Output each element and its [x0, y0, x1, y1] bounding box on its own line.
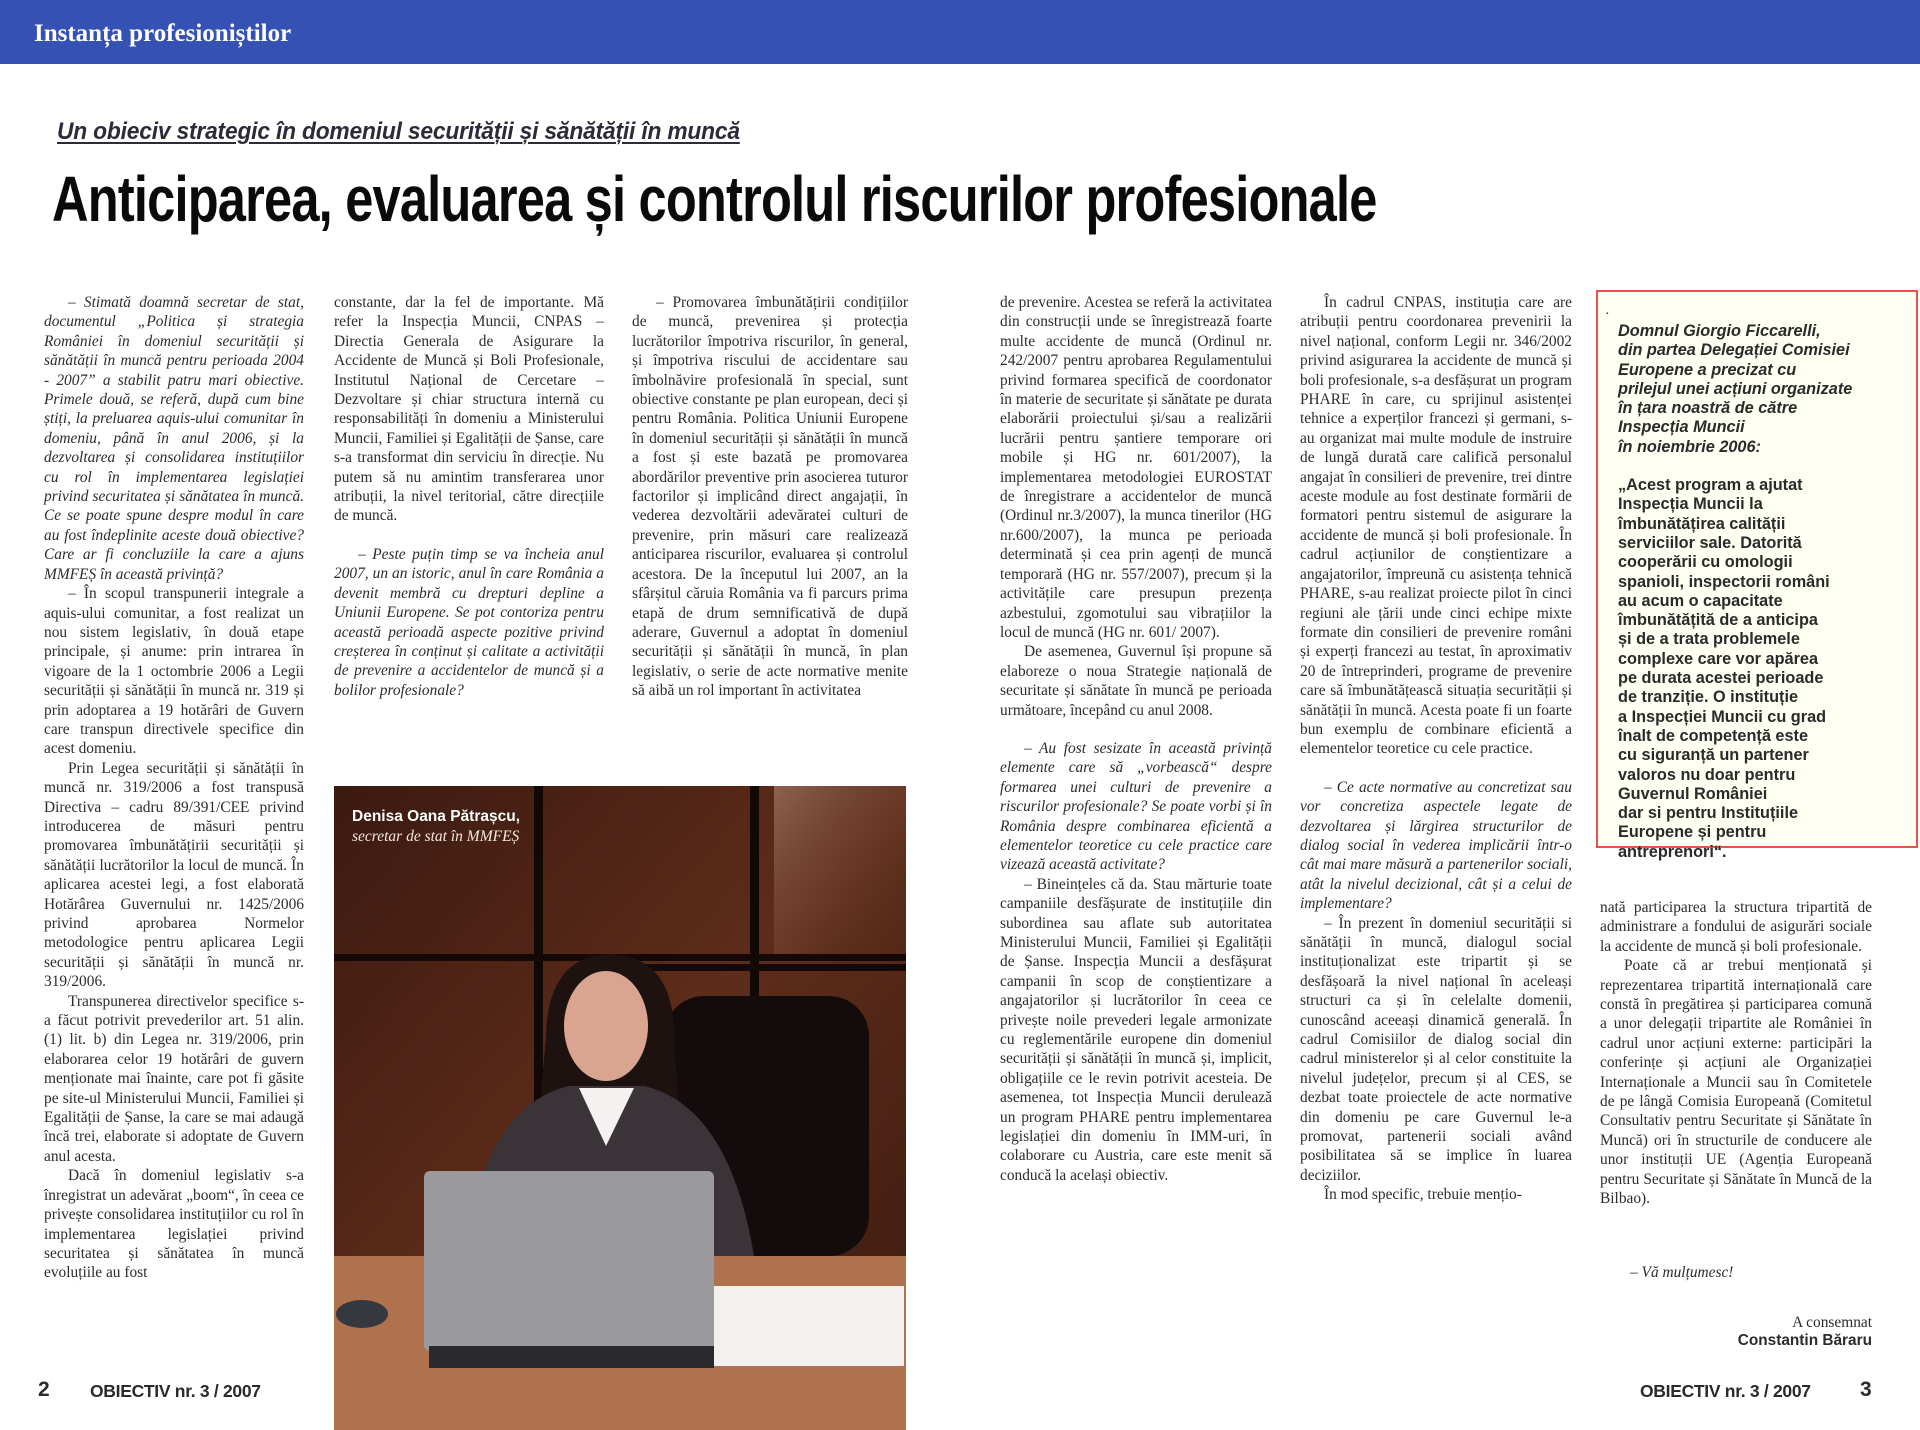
article-kicker: Un obieciv strategic în domeniul securității și sănătății în muncă: [57, 118, 740, 145]
text-column-4: [1000, 293, 1272, 1185]
laptop-lid: [424, 1171, 714, 1351]
paragraph: De asemenea, Guvernul își propune să elaboreze o noua Strategie națională de securitate și sănătate în muncă pe perioada următoare, începând cu anul 2008.: [1000, 643, 1272, 719]
text-column-3: [632, 293, 908, 701]
paragraph: Poate că ar trebui menționată și reprezentarea tripartită internațională care constă în pregătirea și participarea comună a unor delegații tripartite ale României în cadrul unor acțiuni externe: participări la conferințe și acțiuni ale Organizației Internaționale a Muncii sau în Comitetele de pe lângă Comisia Europeană (Comitetul Consultativ pentru Securitate și Sănătate în Muncă) ori în structurile de conducere ale unor instituții UE (Agenția Europeană pentru Securitate și Sănătate în Muncă de la Bilbao).: [1600, 957, 1872, 1208]
photo-caption-name: Denisa Oana Pătrașcu,: [352, 808, 520, 825]
page-number-left: 2: [38, 1378, 50, 1401]
byline-author: Constantin Băraru: [1737, 1332, 1872, 1349]
computer-mouse: [336, 1300, 388, 1328]
text-column-2: [334, 293, 604, 700]
paragraph: În cadrul CNPAS, instituția care are atribuții pentru coordonarea prevenirii la nivel național, conform Legii nr. 346/2002 privind asigurarea la accidente de muncă și boli profesionale, s-a desfășurat un program PHARE în care, cu sprijinul asistenței tehnice a experților francezi și germani, s-au organizat mai multe module de instruire de lungă durată care califică personalul angajat în consilieri de prevenire, trei dintre aceste module au fost destinate formării de formatori pentru sistemul de asigurare la accidente de muncă și boli profesionale. În cadrul acțiunilor de conștientizare a angajatorilor, împreună cu asistența tehnică PHARE, s-au realizat proiecte pilot în cinci regiuni ale țării unde cinci echipe mixte formate din consilieri de prevenire români și experți francezi au testat, în aproximativ 20 de întreprinderi, programe de prevenire care să îmbunătățească situația securității și sănătății în muncă. Acesta poate fi un foarte bun exemplu de combinare eficientă a elementelor teoretice cu cele practice.: [1300, 294, 1572, 758]
magazine-footer-right: OBIECTIV nr. 3 / 2007: [1640, 1381, 1811, 1401]
paragraph: nată participarea la structura tripartită de administrare a fondului de asigurări sociale la accidente de muncă și boli profesionale.: [1600, 899, 1872, 955]
paragraph: – În prezent în domeniul securității si sănătății în muncă, dialogul social instituționalizat este tripartit și se desfășoară la nivel național în aceleași structuri ca și în celelalte domenii, cunoscând aceeași dinamică generală. În cadrul Comisiilor de dialog social din cadrul ministerelor și al celor constituite la nivelul județelor, precum și al CES, se dezbat toate proiectele de acte normative din domeniu pe care Guvernul le-a promovat, partenerii sociali având posibilitatea să se implice în luarea deciziilor.: [1300, 914, 1572, 1184]
window-glare: [774, 786, 906, 956]
page-number-right: 3: [1860, 1378, 1872, 1401]
paragraph: – Promovarea îmbunătățirii condițiilor de muncă, prevenirea și protecția lucrătorilor împotriva riscurilor, în general, și împotriva riscului de accidentare sau îmbolnăvire profesională în special, sunt obiective constante pe plan european, deci și pentru România. Politica Uniunii Europene în domeniul securității și sănătății în muncă a fost și este bazată pe promovarea abordărilor preventive prin asocierea tuturor factorilor și implicând direct angajații, în vederea dezvoltării adevăratei culturi de prevenire, prin măsuri care realizează anticiparea riscurilor, evaluarea și controlul acestora. De la începutul lui 2007, an la sfârșitul căruia România va fi parcurs prima etapă de drum semnificativă de după aderare, Guvernul a adoptat în domeniul securității și sănătății în muncă, în plan legislativ, o serie de acte normative menite să aibă un rol important în activitatea: [632, 294, 908, 700]
paragraph: – Au fost sesizate în această privință elemente care să „vorbească“ despre formarea unei culturi de prevenire a riscurilor profesionale? Se poate vorbi și în România despre combinarea eficientă a elementelor teoretice cu cele practice care vizează această activitate?: [1000, 739, 1272, 874]
paragraph: – În scopul transpunerii integrale a aquis-ului comunitar, a fost realizat un nou sistem legislativ, în două etape principale, și anume: prin intrarea în vigoare de la 1 octombrie 2006 a Legii securității și sănătății în muncă nr. 319 și prin adoptarea a 19 hotărâri de Guvern care transpun directivele specifice din acest domeniu.: [44, 585, 304, 758]
box-dot: .: [1606, 306, 1609, 317]
papers: [714, 1286, 904, 1366]
paragraph: – Ce acte normative au concretizat sau vor concretiza aspectele legate de dezvoltarea și lărgirea structurilor de dialog social în vederea implicării într-o cât mai mare măsură a partenerilor sociali, atât la nivelul decizional, cât și a celui de implementare?: [1300, 778, 1572, 913]
panel-divider: [634, 964, 906, 971]
face: [564, 971, 648, 1081]
paragraph: În mod specific, trebuie mențio-: [1324, 1186, 1522, 1204]
text-column-5: [1300, 293, 1572, 1205]
text-column-6: [1600, 898, 1872, 1209]
magazine-footer-left: OBIECTIV nr. 3 / 2007: [90, 1381, 261, 1401]
paragraph: – Bineințeles că da. Stau mărturie toate campaniile desfășurate de instituțiile din subordinea sau aflate sub autoritatea Ministerului Muncii, Familiei și Egalității de Șanse. Inspecția Muncii a desfășurat campanii în scop de conștientizare a angajatorilor și lucrătorilor în ceea ce privește noile prevederi legale armonizate cu reglementările europene din domeniul securității și sănătății în muncă și, implicit, obligațiile ce le revin potrivit acesteia. De asemenea, tot Inspecția Muncii derulează un program PHARE pentru implementarea legislației din domeniu în IMM-uri, în colaborare cu Austria, care este menit să conducă la același obiectiv.: [1000, 875, 1272, 1184]
byline-label: A consemnat: [1792, 1314, 1872, 1331]
closing-thanks: – Vă mulțumesc!: [1630, 1264, 1734, 1281]
box-intro: Domnul Giorgio Ficcarelli, din partea Delegației Comisiei Europene a precizat cu prilejul unei acțiuni organizate în țara noastră de către Inspecția Muncii în noiembrie 2006:: [1618, 322, 1853, 456]
section-title: Instanța profesioniștilor: [34, 20, 292, 47]
office-scene-illustration: [334, 786, 906, 1430]
paragraph: Prin Legea securității și sănătății în muncă nr. 319/2006 a fost transpusă Directiva – cadru 89/391/CEE privind introducerea de măsuri pentru promovarea îmbunătățirii securității și sănătății lucrătorilor la locul de muncă. În aplicarea acestei legi, a fost elaborată Hotărârea Guvernului nr. 1425/2006 privind aprobarea Normelor metodologice pentru aplicarea Legii securității și sănătății în muncă nr. 319/2006.: [44, 759, 304, 991]
section-band: [0, 0, 1920, 64]
paragraph: constante, dar la fel de importante. Mă refer la Inspecția Muncii, CNPAS – Directia Generala de Asigurare la Accidente de Muncă și Boli Profesionale, Institutul Național de Cercetare – Dezvoltare și chiar structura internă cu responsabilități în domeniu a Ministerului Muncii, Familiei și Egalității de Șanse, care s-a transformat din serviciu în direcție. Nu putem să nu amintim transferarea unor atribuții, la nivel teritorial, către direcțiile de muncă.: [334, 294, 604, 525]
paragraph: Dacă în domeniul legislativ s-a înregistrat un adevărat „boom“, în ceea ce privește consolidarea instituțiilor cu rol în implementarea legislației privind securitatea și sănătatea în muncă evoluțiile au fost: [44, 1167, 304, 1282]
laptop-base: [429, 1346, 714, 1368]
paragraph: – Peste puțin timp se va încheia anul 2007, un an istoric, anul în care România a devenit membră cu drepturi depline a Uniunii Europene. Se pot contoriza pentru această perioadă aspecte pozitive privind creșterea în conținut și calitate a activității de prevenire a accidentelor de muncă și a bolilor profesionale?: [334, 545, 604, 699]
paragraph: de prevenire. Acestea se referă la activitatea din construcții unde se înregistrează foarte multe accidente de muncă (Ordinul nr. 242/2007 pentru aprobarea Regulamentului privind formarea specifică de coordonator în materie de securitate și sănătate pe durata elaborării proiectului și/sau a realizării lucrării pentru șantiere temporare ori mobile și HG nr. 601/2007), la implementarea metodologiei EUROSTAT de înregistrare a accidentelor de muncă (Ordinul nr.3/2007), la munca tinerilor (HG nr.600/2007), la munca pe perioada determinată și cea prin agenți de muncă temporară (HG nr. 557/2007), precum și la activitățile care presupun prezența azbestului, zgomotului sau vibrațiilor la locul de muncă (HG nr. 601/ 2007).: [1000, 294, 1272, 641]
photo-caption-role: secretar de stat în MMFEȘ: [352, 828, 520, 845]
box-quote: „Acest program a ajutat Inspecția Muncii la îmbunătățirea calității serviciilor sale. Datorită cooperării cu omologii spanioli, inspectorii români au acum o capacitate îmbunătățită de a anticipa și de a trata problemele complexe care vor apărea pe durata acestei perioade de tranziție. O instituție a Inspecției Muncii cu grad înalt de competență este cu siguranță un partener valoros nu doar pentru Guvernul României dar si pentru Instituțiile Europene și pentru antreprenori“.: [1618, 476, 1830, 861]
text-column-1: [44, 293, 304, 1283]
portrait-photo: [334, 786, 906, 1430]
article-headline: Anticiparea, evaluarea și controlul riscurilor profesionale: [52, 163, 1377, 235]
paragraph: Transpunerea directivelor specifice s-a făcut potrivit prevederilor art. 51 alin.(1) lit. b) din Legea nr. 319/2006, prin elaborarea celor 19 hotărâri de guvern menționate mai înainte, care pot fi găsite pe site-ul Ministerului Muncii, Familiei și Egalității de Șanse, la care se mai adaugă încă trei, elaborate si adoptate de Guvern anul acesta.: [44, 992, 304, 1165]
quote-sidebar-box: [1596, 290, 1918, 861]
paragraph: – Stimată doamnă secretar de stat, documentul „Politica și strategia României în domeniul securității și sănătății în muncă pentru perioada 2004 - 2007” a stabilit patru mari obiective. Primele două, se referă, după cum bine știți, la preluarea aquis-ului comunitar în domeniu, până în anul 2006, și la dezvoltarea și consolidarea instituțiilor cu rol în implementarea legislației privind securitatea și sănătatea în muncă. Ce se poate spune despre modul în care au fost îndeplinite aceste două obiective? Care ar fi concluziile la care a ajuns MMFEȘ în această privință?: [44, 294, 304, 583]
